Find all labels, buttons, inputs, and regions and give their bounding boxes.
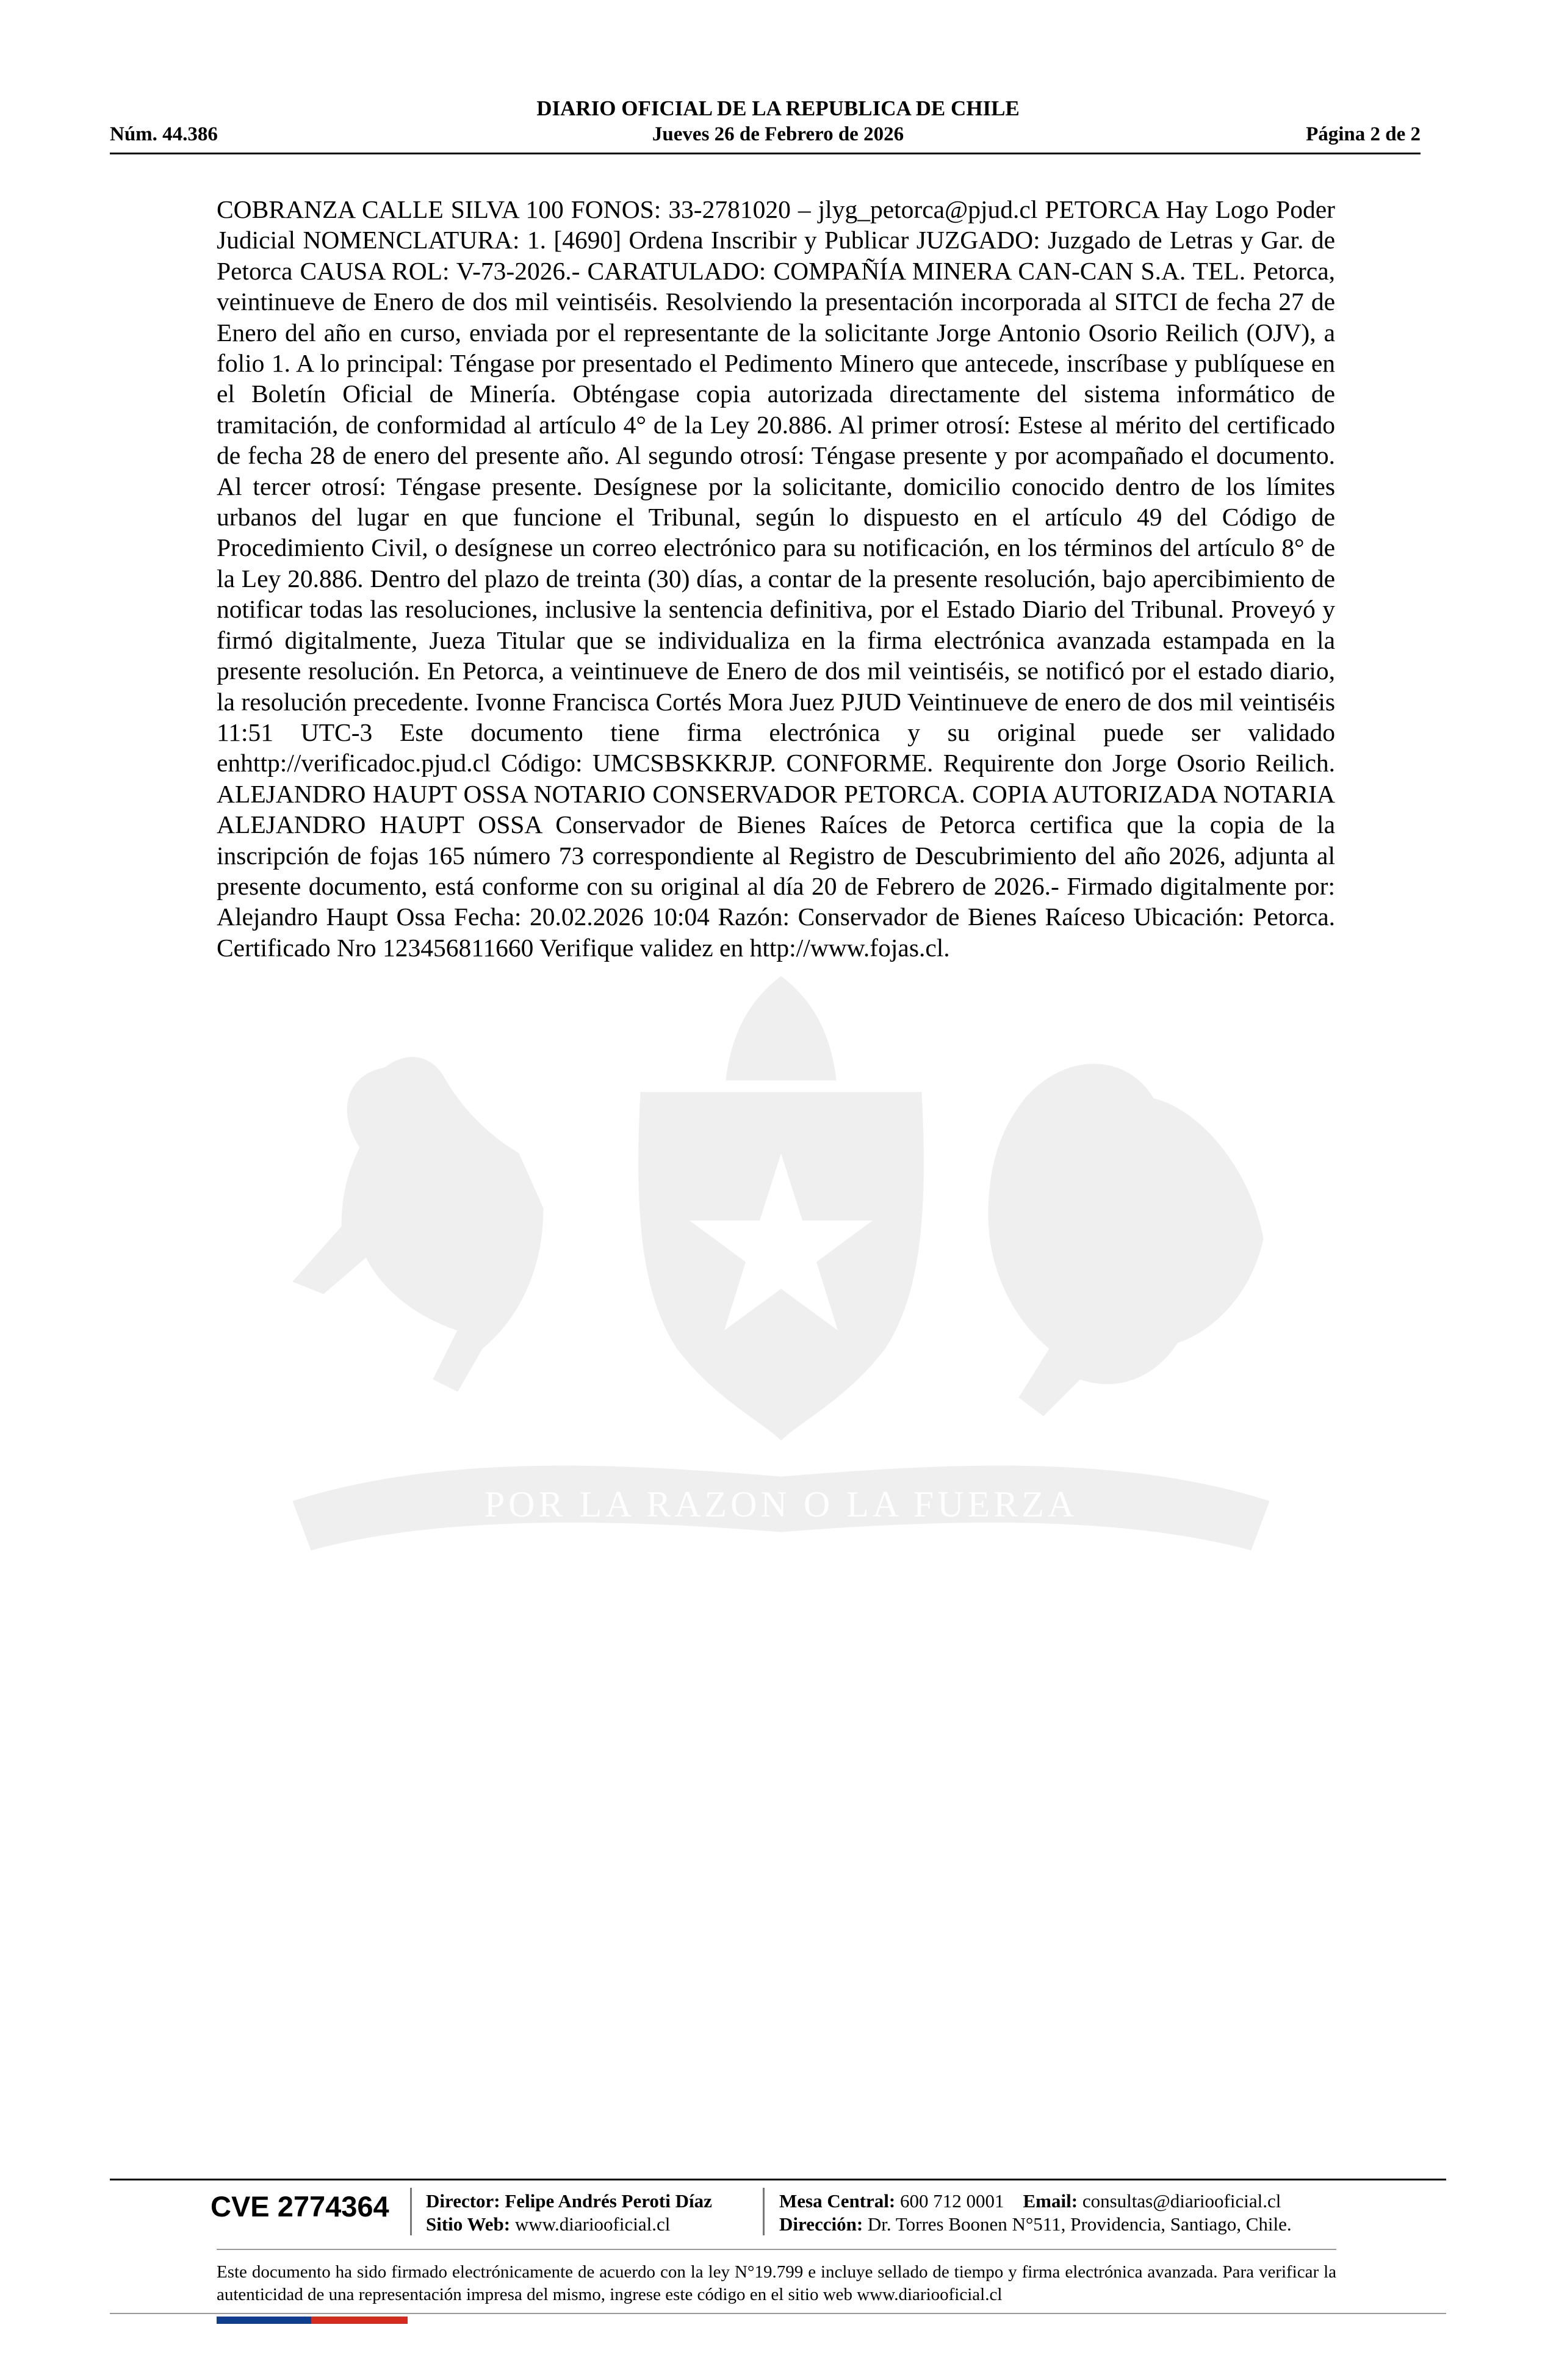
address-label: Dirección: <box>779 2213 863 2235</box>
phone-number: 600 712 0001 <box>900 2190 1004 2212</box>
newspaper-title: DIARIO OFICIAL DE LA REPUBLICA DE CHILE <box>536 96 1020 120</box>
footer-divider-bottom <box>110 2313 1446 2314</box>
director-label: Director: <box>426 2190 500 2212</box>
footer-separator <box>763 2188 765 2235</box>
issue-date: Jueves 26 de Febrero de 2026 <box>652 123 904 145</box>
footer-director-block <box>426 2190 712 2236</box>
watermark-motto: POR LA RAZON O LA FUERZA <box>484 1484 1078 1524</box>
director-name: Felipe Andrés Peroti Díaz <box>505 2190 712 2212</box>
address-value: Dr. Torres Boonen N°511, Providencia, Santiago, Chile. <box>867 2213 1292 2235</box>
footer-contact-block <box>779 2190 1292 2236</box>
page-indicator: Página 2 de 2 <box>1306 123 1421 145</box>
flag-stripe-red <box>311 2317 408 2324</box>
cve-code: CVE 2774364 <box>211 2190 389 2223</box>
website-link[interactable]: www.diariooficial.cl <box>514 2213 671 2235</box>
issue-number: Núm. 44.386 <box>110 123 218 145</box>
flag-stripe-blue <box>217 2317 311 2324</box>
document-body: COBRANZA CALLE SILVA 100 FONOS: 33-2781020 – jlyg_petorca@pjud.cl PETORCA Hay Logo Poder Judicial NOMENCLATURA: 1. [4690] Ordena Inscribir y Publicar JUZGADO: Juzgado de Letras y Gar. de Petorca CAUSA ROL: V-73-2026.- CARATULADO: COMPAÑÍA MINERA CAN-CAN S.A. TEL. Petorca, veintinueve de Enero de dos mil veintiséis. Resolviendo la presentación incorporada al SITCI de fecha 27 de Enero del año en curso, enviada por el representante de la solicitante Jorge Antonio Osorio Reilich (OJV), a folio 1. A lo principal: Téngase por presentado el Pedimento Minero que antecede, inscríbase y publíquese en el Boletín Oficial de Minería. Obténgase copia autorizada directamente del sistema informático de tramitación, de conformidad al artículo 4° de la Ley 20.886. Al primer otrosí: Estese al mérito del certificado de fecha 28 de enero del presente año. Al segundo otrosí: Téngase presente y por acompañado el documento. Al tercer otrosí: Téngase presente. Desígnese por la solicitante, domicilio conocido dentro de los límites urbanos del lugar en que funcione el Tribunal, según lo dispuesto en el artículo 49 del Código de Procedimiento Civil, o desígnese un correo electrónico para su notificación, en los términos del artículo 8° de la Ley 20.886. Dentro del plazo de treinta (30) días, a contar de la presente resolución, bajo apercibimiento de notificar todas las resoluciones, inclusive la sentencia definitiva, por el Estado Diario del Tribunal. Proveyó y firmó digitalmente, Jueza Titular que se individualiza en la firma electrónica avanzada estampada en la presente resolución. En Petorca, a veintinueve de Enero de dos mil veintiséis, se notificó por el estado diario, la resolución precedente. Ivonne Francisca Cortés Mora Juez PJUD Veintinueve de enero de dos mil veintiséis 11:51 UTC-3 Este documento tiene firma electrónica y su original puede ser validado enhttp://verificadoc.pjud.cl Código: UMCSBSKKRJP. CONFORME. Requirente don Jorge Osorio Reilich. ALEJANDRO HAUPT OSSA NOTARIO CONSERVADOR PETORCA. COPIA AUTORIZADA NOTARIA ALEJANDRO HAUPT OSSA Conservador de Bienes Raíces de Petorca certifica que la copia de la inscripción de fojas 165 número 73 correspondiente al Registro de Descubrimiento del año 2026, adjunta al presente documento, está conforme con su original al día 20 de Febrero de 2026.- Firmado digitalmente por: Alejandro Haupt Ossa Fecha: 20.02.2026 10:04 Razón: Conservador de Bienes Raíceso Ubicación: Petorca. Certificado Nro 123456811660 Verifique validez en http://www.fojas.cl. <box>217 195 1335 962</box>
footer-divider-mid <box>217 2249 1336 2250</box>
phone-label: Mesa Central: <box>779 2190 896 2212</box>
email-label: Email: <box>1023 2190 1078 2212</box>
signature-note: Este documento ha sido firmado electrónicamente de acuerdo con la ley N°19.799 e incluye sellado de tiempo y firma electrónica avanzada. Para verificar la autenticidad de una representación impresa del mismo, ingrese este código en el sitio web www.diariooficial.cl <box>217 2262 1336 2304</box>
huemul-figure <box>293 1058 543 1391</box>
header-divider <box>110 153 1421 154</box>
email-link[interactable]: consultas@diariooficial.cl <box>1082 2190 1281 2212</box>
website-label: Sitio Web: <box>426 2213 511 2235</box>
plumes-shape <box>726 976 836 1080</box>
footer-divider-top <box>110 2179 1446 2180</box>
footer-separator <box>410 2188 412 2235</box>
coat-of-arms-watermark <box>201 952 1361 1666</box>
condor-figure <box>989 1064 1263 1416</box>
